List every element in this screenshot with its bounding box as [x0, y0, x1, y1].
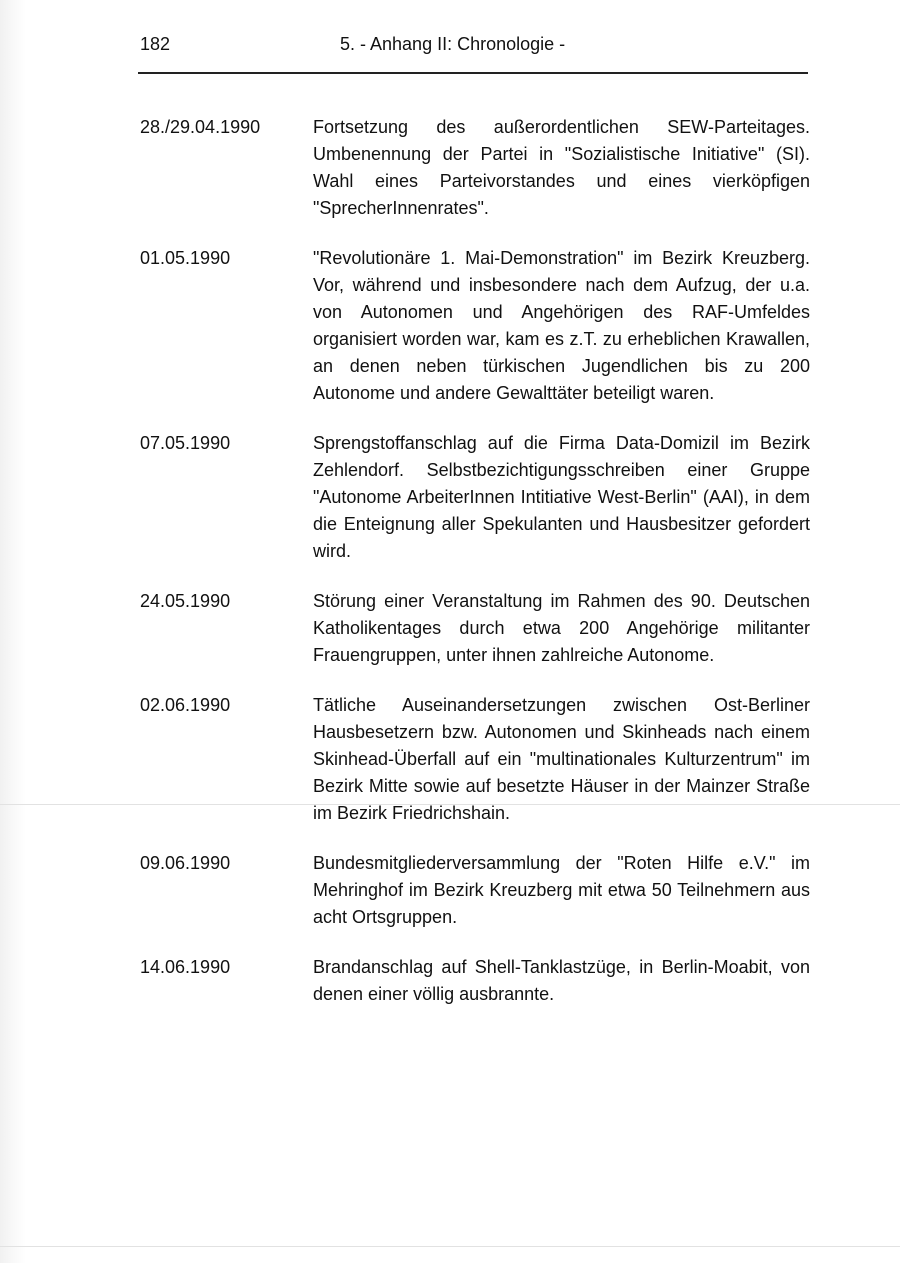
chronology-entry: [140, 114, 810, 222]
entry-date: 07.05.1990: [140, 433, 231, 453]
scan-artifact-line: [0, 1246, 900, 1247]
entry-date: 14.06.1990: [140, 957, 231, 977]
chronology-entry: [140, 954, 810, 1008]
entry-date: 09.06.1990: [140, 853, 231, 873]
scan-edge-shadow: [0, 0, 26, 1263]
header-rule: [138, 72, 808, 74]
chronology-list: [140, 114, 810, 1031]
entry-date: 02.06.1990: [140, 695, 231, 715]
chronology-entry: [140, 245, 810, 407]
page-number: 182: [140, 34, 171, 54]
entry-date: 24.05.1990: [140, 591, 231, 611]
entry-text: "Revolutionäre 1. Mai-Demonstration" im Bezirk Kreuzberg. Vor, während und insbesondere nach dem Aufzug, der u.a. von Autonomen und Angehörigen des RAF-Umfeldes organisiert worden war, kam es z.T. zu erheblichen Krawallen, an denen neben türkischen Jugendlichen bis zu 200 Autonome und andere Gewalttäter beteiligt waren.: [313, 248, 810, 403]
chronology-entry: [140, 850, 810, 931]
entry-text: Brandanschlag auf Shell-Tanklastzüge, in Berlin-Moabit, von denen einer völlig ausbrannte.: [313, 957, 810, 1004]
entry-text: Bundesmitgliederversammlung der "Roten Hilfe e.V." im Mehringhof im Bezirk Kreuzberg mit etwa 50 Teilnehmern aus acht Ortsgruppen.: [313, 853, 810, 927]
page-header: [140, 30, 808, 62]
chronology-entry: [140, 430, 810, 565]
running-title: 5. - Anhang II: Chronologie -: [340, 34, 566, 54]
entry-date: 01.05.1990: [140, 248, 231, 268]
entry-text: Tätliche Auseinandersetzungen zwischen Ost-Berliner Hausbesetzern bzw. Autonomen und Skinheads nach einem Skinhead-Überfall auf ein "multinationales Kulturzentrum" im Bezirk Mitte sowie auf besetzte Häuser in der Mainzer Straße im Bezirk Friedrichshain.: [313, 695, 810, 823]
entry-text: Sprengstoffanschlag auf die Firma Data-Domizil im Bezirk Zehlendorf. Selbstbezichtigungsschreiben einer Gruppe "Autonome ArbeiterInnen Intitiative West-Berlin" (AAI), in dem die Enteignung aller Spekulanten und Hausbesitzer gefordert wird.: [313, 433, 810, 561]
chronology-entry: [140, 588, 810, 669]
chronology-entry: [140, 692, 810, 827]
entry-text: Fortsetzung des außerordentlichen SEW-Parteitages. Umbenennung der Partei in "Sozialistische Initiative" (SI). Wahl eines Parteivorstandes und eines vierköpfigen "SprecherInnenrates".: [313, 117, 810, 218]
entry-date: 28./29.04.1990: [140, 117, 261, 137]
entry-text: Störung einer Veranstaltung im Rahmen des 90. Deutschen Katholikentages durch etwa 200 Angehörige militanter Frauengruppen, unter ihnen zahlreiche Autonome.: [313, 591, 810, 665]
